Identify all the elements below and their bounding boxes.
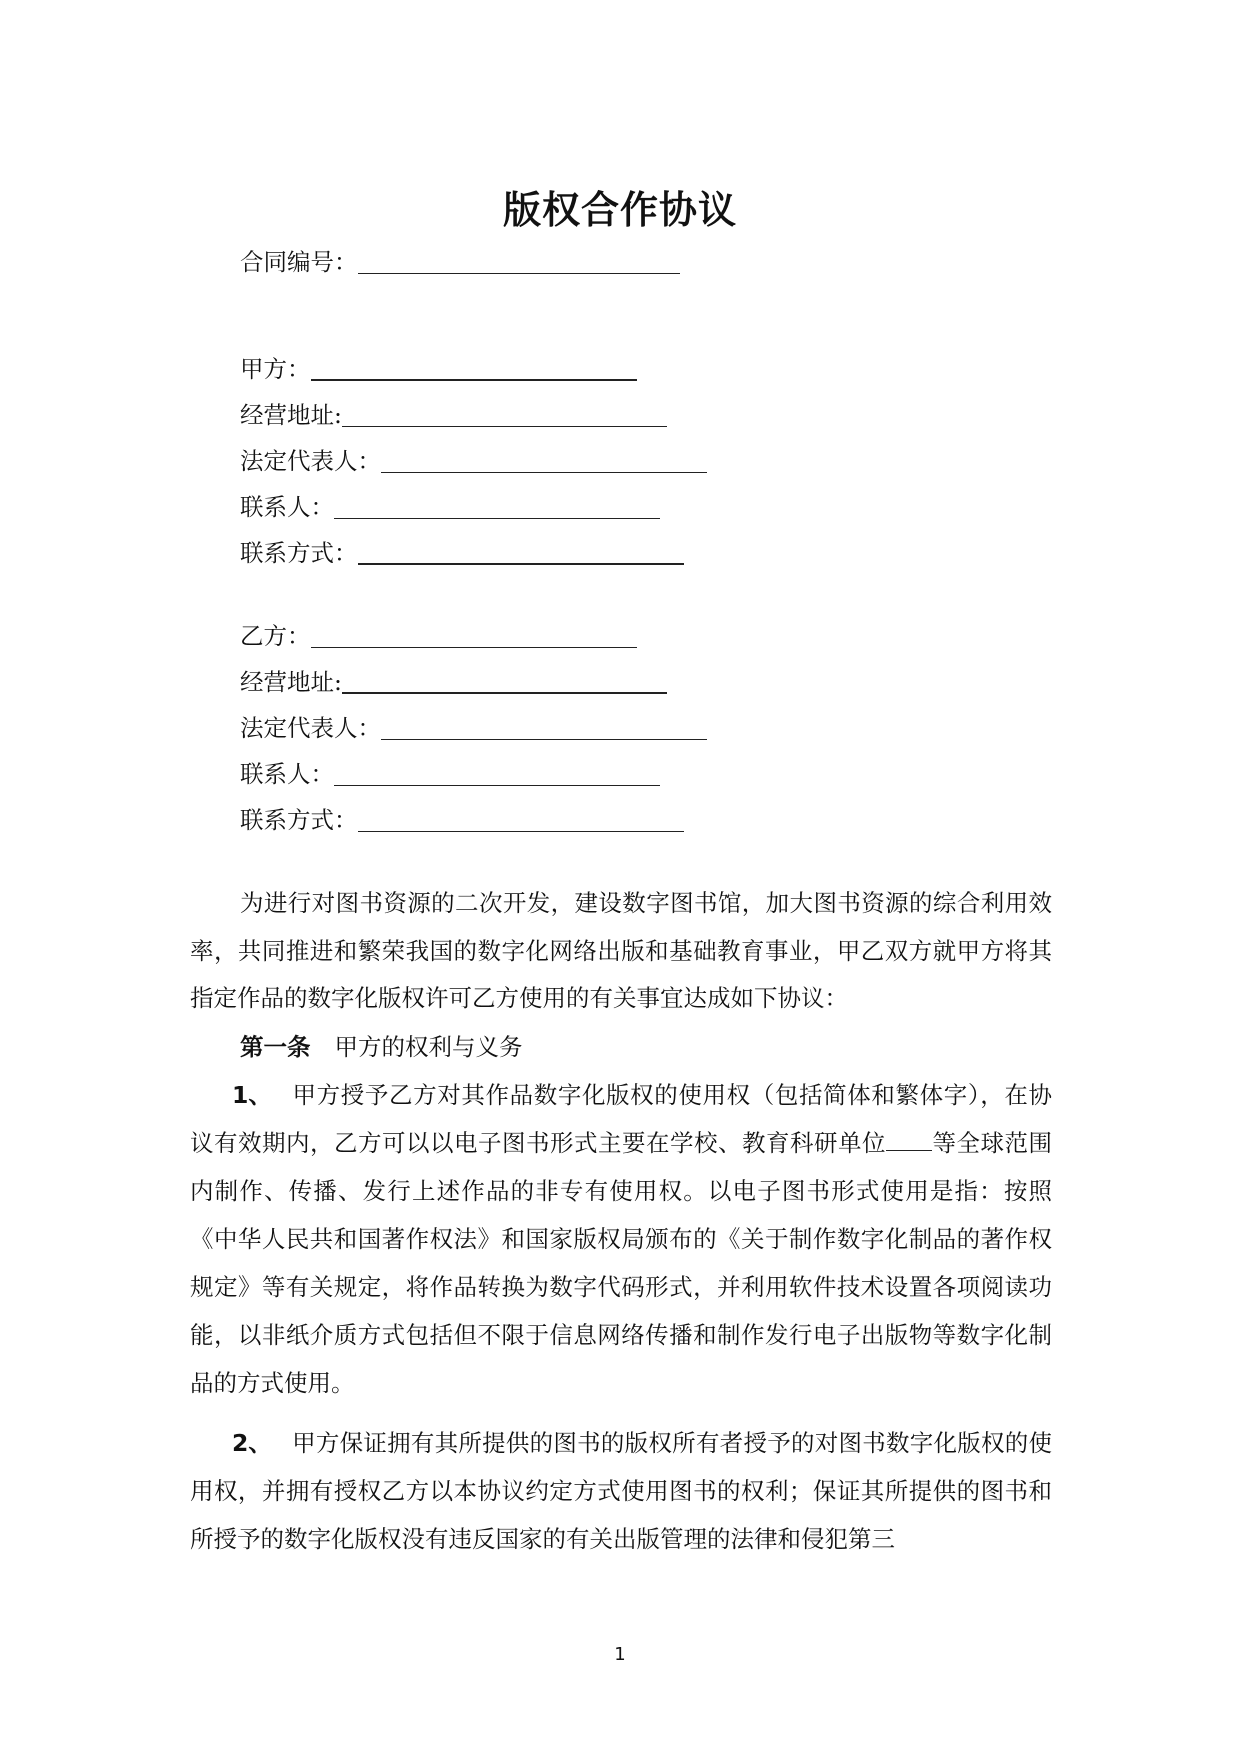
clause-1-inline-blank	[886, 1124, 932, 1151]
party-a-legal-rep-field	[240, 437, 707, 481]
party-b-contact-method-label: 联系方式：	[240, 806, 358, 834]
clause-1-text-a: 甲方授予乙方对其作品数字化版权的使用权（包括简体和繁体字），在协议有效期内，乙方可以以电子图书形式主要在学校、教育科研单位	[190, 1081, 1052, 1157]
article-1-heading	[240, 1024, 523, 1071]
clause-2-number: 2、	[232, 1429, 272, 1457]
preamble-text: 为进行对图书资源的二次开发，建设数字图书馆，加大图书资源的综合利用效率，共同推进和繁荣我国的数字化网络出版和基础教育事业，甲乙双方就甲方将其指定作品的数字化版权许可乙方使用的有关事宜达成如下协议：	[190, 889, 1052, 1012]
party-b-contact-method-blank	[358, 801, 684, 832]
party-b-contact-field	[240, 750, 660, 794]
page-number: 1	[614, 1644, 626, 1665]
clause-1-text-b: 等全球范围内制作、传播、发行上述作品的非专有使用权。以电子图书形式使用是指：按照《中华人民共和国著作权法》和国家版权局颁布的《关于制作数字化制品的著作权规定》等有关规定，将作品转换为数字代码形式，并利用软件技术设置各项阅读功能，以非纸介质方式包括但不限于信息网络传播和制作发行电子出版物等数字化制品的方式使用。	[190, 1129, 1052, 1397]
party-a-contact-method-label: 联系方式：	[240, 539, 358, 567]
party-b-field	[240, 612, 637, 656]
clause-2	[190, 1419, 1052, 1563]
document-title: 版权合作协议	[502, 188, 737, 232]
article-1-number: 第一条	[240, 1033, 311, 1061]
party-a-contact-field	[240, 483, 660, 527]
party-b-blank	[311, 617, 637, 648]
article-1-title: 甲方的权利与义务	[334, 1033, 523, 1061]
party-b-contact-method-field	[240, 796, 684, 840]
party-b-contact-label: 联系人：	[240, 760, 334, 788]
party-a-address-blank	[342, 396, 667, 427]
clause-1	[190, 1071, 1052, 1407]
party-a-blank	[311, 349, 637, 381]
party-a-contact-method-blank	[358, 533, 684, 565]
contract-number-blank	[358, 243, 680, 274]
clause-2-text: 甲方保证拥有其所提供的图书的版权所有者授予的对图书数字化版权的使用权，并拥有授权乙方以本协议约定方式使用图书的权利；保证其所提供的图书和所授予的数字化版权没有违反国家的有关出版管理的法律和侵犯第三	[190, 1429, 1052, 1553]
party-a-contact-blank	[334, 488, 660, 519]
party-b-legal-rep-field	[240, 704, 707, 748]
party-a-label: 甲方：	[240, 355, 311, 383]
party-b-legal-rep-blank	[381, 709, 707, 740]
party-b-address-label: 经营地址:	[240, 668, 342, 696]
party-a-contact-label: 联系人：	[240, 493, 334, 521]
contract-number-field	[240, 238, 680, 282]
party-b-address-blank	[342, 662, 667, 694]
party-a-legal-rep-blank	[381, 442, 707, 473]
party-b-contact-blank	[334, 755, 660, 786]
contract-number-label: 合同编号：	[240, 248, 358, 276]
party-a-field	[240, 345, 637, 389]
party-a-address-label: 经营地址:	[240, 401, 342, 429]
party-a-legal-rep-label: 法定代表人：	[240, 447, 381, 475]
party-a-address-field	[240, 391, 667, 435]
party-b-address-field	[240, 658, 667, 702]
party-b-label: 乙方：	[240, 622, 311, 650]
party-b-legal-rep-label: 法定代表人：	[240, 714, 381, 742]
clause-1-number: 1、	[232, 1081, 272, 1109]
preamble-paragraph	[190, 880, 1052, 1023]
party-a-contact-method-field	[240, 529, 684, 573]
